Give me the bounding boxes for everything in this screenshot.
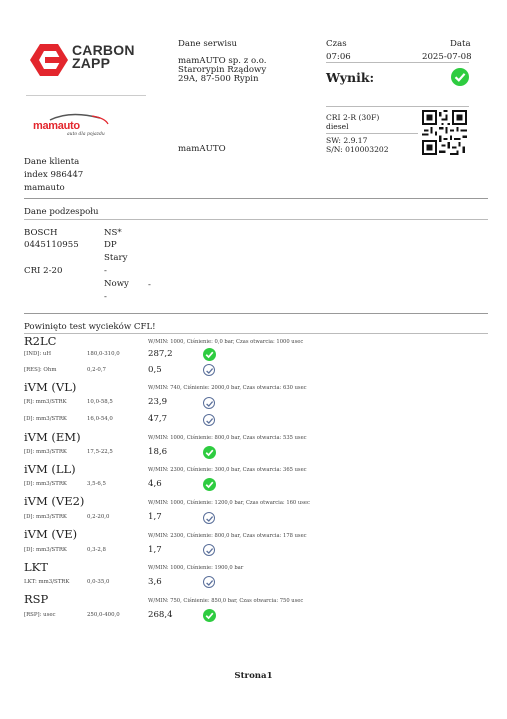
check-icon xyxy=(203,544,215,556)
carbon-zapp-logo-mark-icon xyxy=(30,42,70,78)
logo-divider xyxy=(26,95,146,96)
test-params-rsp: W/MIN: 750, Ciśnienie: 850,0 bar, Czas otwarcia: 750 usec xyxy=(148,598,304,604)
component-new-value: - xyxy=(104,292,107,302)
service-city: 29A, 87-500 Rypin xyxy=(178,74,259,84)
row-range: 0,2-20,0 xyxy=(87,514,110,520)
service-user: mamAUTO xyxy=(178,144,226,154)
test-params-ivm-vl: W/MIN: 740, Ciśnienie: 2000,0 bar, Czas otwarcia: 630 usec xyxy=(148,385,307,391)
component-old-value: - xyxy=(104,266,107,276)
row-range: 180,0-310,0 xyxy=(87,351,120,357)
test-params-r2lc: W/MIN: 1000, Ciśnienie: 0,0 bar, Czas otwarcia: 1000 usec xyxy=(148,339,304,345)
page-footer: Strona1 xyxy=(234,671,273,681)
test-name-rsp: RSP xyxy=(24,592,49,606)
row-value: 3,6 xyxy=(148,577,162,587)
mamauto-logo-text: mamauto xyxy=(33,120,80,132)
service-name: mamAUTO sp. z o.o. xyxy=(178,56,267,66)
check-icon xyxy=(203,397,215,409)
row-label: [D]: mm3/STRK xyxy=(24,449,67,455)
component-part-number: 0445110955 xyxy=(24,240,79,250)
row-value: 0,5 xyxy=(148,365,162,375)
time-value: 07:06 xyxy=(326,52,351,62)
row-value: 287,2 xyxy=(148,349,173,359)
test-name-r2lc: R2LC xyxy=(24,334,57,348)
date-value: 2025-07-08 xyxy=(422,52,472,62)
test-name-ivm-ve2: iVM (VE2) xyxy=(24,494,85,508)
ok-icon xyxy=(203,446,216,459)
component-label: Dane podzespołu xyxy=(24,207,99,217)
row-range: 0,0-35,0 xyxy=(87,579,110,585)
brand-line1: CARBON xyxy=(72,42,135,58)
qr-code-icon xyxy=(422,110,467,155)
component-manufacturer: BOSCH xyxy=(24,228,58,238)
row-label: [D]: mm3/STRK xyxy=(24,416,67,422)
component-ns: NS* xyxy=(104,228,122,238)
client-label: Dane klienta xyxy=(24,157,80,167)
service-label: Dane serwisu xyxy=(178,39,238,49)
check-icon xyxy=(203,414,215,426)
row-value: 1,7 xyxy=(148,545,162,555)
client-index: index 986447 xyxy=(24,170,84,180)
ok-icon xyxy=(203,609,216,622)
row-label: [D]: mm3/STRK xyxy=(24,514,67,520)
device-fuel: diesel xyxy=(326,122,349,131)
check-icon xyxy=(203,364,215,376)
row-value: 47,7 xyxy=(148,414,168,424)
result-label: Wynik: xyxy=(326,70,375,85)
test-params-ivm-ve2: W/MIN: 1000, Ciśnienie: 1200,0 bar, Czas otwarcia: 160 usec xyxy=(148,500,310,506)
row-label: [RSP]: usec xyxy=(24,612,56,618)
test-params-ivm-em: W/MIN: 1000, Ciśnienie: 800,0 bar, Czas otwarcia: 535 usec xyxy=(148,435,307,441)
row-label: [RES]: Ohm xyxy=(24,367,57,373)
component-new: Nowy xyxy=(104,279,129,289)
row-label: [R]: mm3/STRK xyxy=(24,399,67,405)
device-divider xyxy=(326,133,418,134)
device-sw: SW: 2.9.17 xyxy=(326,136,368,145)
device-sn: S/N: 010003202 xyxy=(326,145,389,154)
check-icon xyxy=(203,512,215,524)
test-params-ivm-ve: W/MIN: 2300, Ciśnienie: 800,0 bar, Czas otwarcia: 178 usec xyxy=(148,533,307,539)
component-divider xyxy=(24,219,488,220)
test-title: Powiniętо test wycieków CFL! xyxy=(24,322,156,332)
test-name-ivm-ve: iVM (VE) xyxy=(24,527,78,541)
ok-icon xyxy=(203,348,216,361)
row-range: 16,0-54,0 xyxy=(87,416,113,422)
component-extra: - xyxy=(148,280,151,290)
row-value: 1,7 xyxy=(148,512,162,522)
component-type: CRI 2-20 xyxy=(24,266,63,276)
row-label: LKT: mm3/STRK xyxy=(24,579,70,585)
test-name-ivm-vl: iVM (VL) xyxy=(24,380,77,394)
row-range: 0,2-0,7 xyxy=(87,367,106,373)
component-bottom-divider xyxy=(24,313,488,314)
row-range: 3,5-6,5 xyxy=(87,481,106,487)
client-divider xyxy=(24,198,488,199)
brand-line2: ZAPP xyxy=(72,55,111,71)
test-name-ivm-em: iVM (EM) xyxy=(24,430,81,444)
row-value: 18,6 xyxy=(148,447,168,457)
row-range: 0,3-2,8 xyxy=(87,547,106,553)
result-ok-icon xyxy=(451,68,469,86)
row-label: [D]: mm3/STRK xyxy=(24,547,67,553)
date-label: Data xyxy=(450,39,471,49)
test-params-ivm-ll: W/MIN: 2300, Ciśnienie: 300,0 bar, Czas otwarcia: 365 usec xyxy=(148,467,307,473)
row-range: 10,0-58,5 xyxy=(87,399,113,405)
time-label: Czas xyxy=(326,39,347,49)
row-value: 4,6 xyxy=(148,479,162,489)
ok-icon xyxy=(203,478,216,491)
row-label: [D]: mm3/STRK xyxy=(24,481,67,487)
component-old: Stary xyxy=(104,253,128,263)
component-dp: DP xyxy=(104,240,117,250)
brand-wordmark xyxy=(72,44,135,70)
qr-code xyxy=(422,110,467,155)
row-label: [IND]: uH xyxy=(24,351,52,357)
check-icon xyxy=(203,576,215,588)
row-value: 23,9 xyxy=(148,397,168,407)
header-divider xyxy=(326,62,469,63)
mamauto-slogan: auto dla pojazdu xyxy=(67,132,105,137)
row-value: 268,4 xyxy=(148,610,173,620)
result-divider xyxy=(326,106,469,107)
client-name: mamauto xyxy=(24,183,65,193)
row-range: 17,5-22,5 xyxy=(87,449,113,455)
mamauto-logo xyxy=(30,112,130,140)
test-title-divider xyxy=(24,333,488,334)
test-name-ivm-ll: iVM (LL) xyxy=(24,462,76,476)
test-name-lkt: LKT xyxy=(24,560,48,574)
test-params-lkt: W/MIN: 1000, Ciśnienie: 1900,0 bar xyxy=(148,565,244,571)
device-model: CRI 2-R (30F) xyxy=(326,113,380,122)
row-range: 250,0-400,0 xyxy=(87,612,120,618)
service-street: Starorypin Rządowy xyxy=(178,65,267,75)
